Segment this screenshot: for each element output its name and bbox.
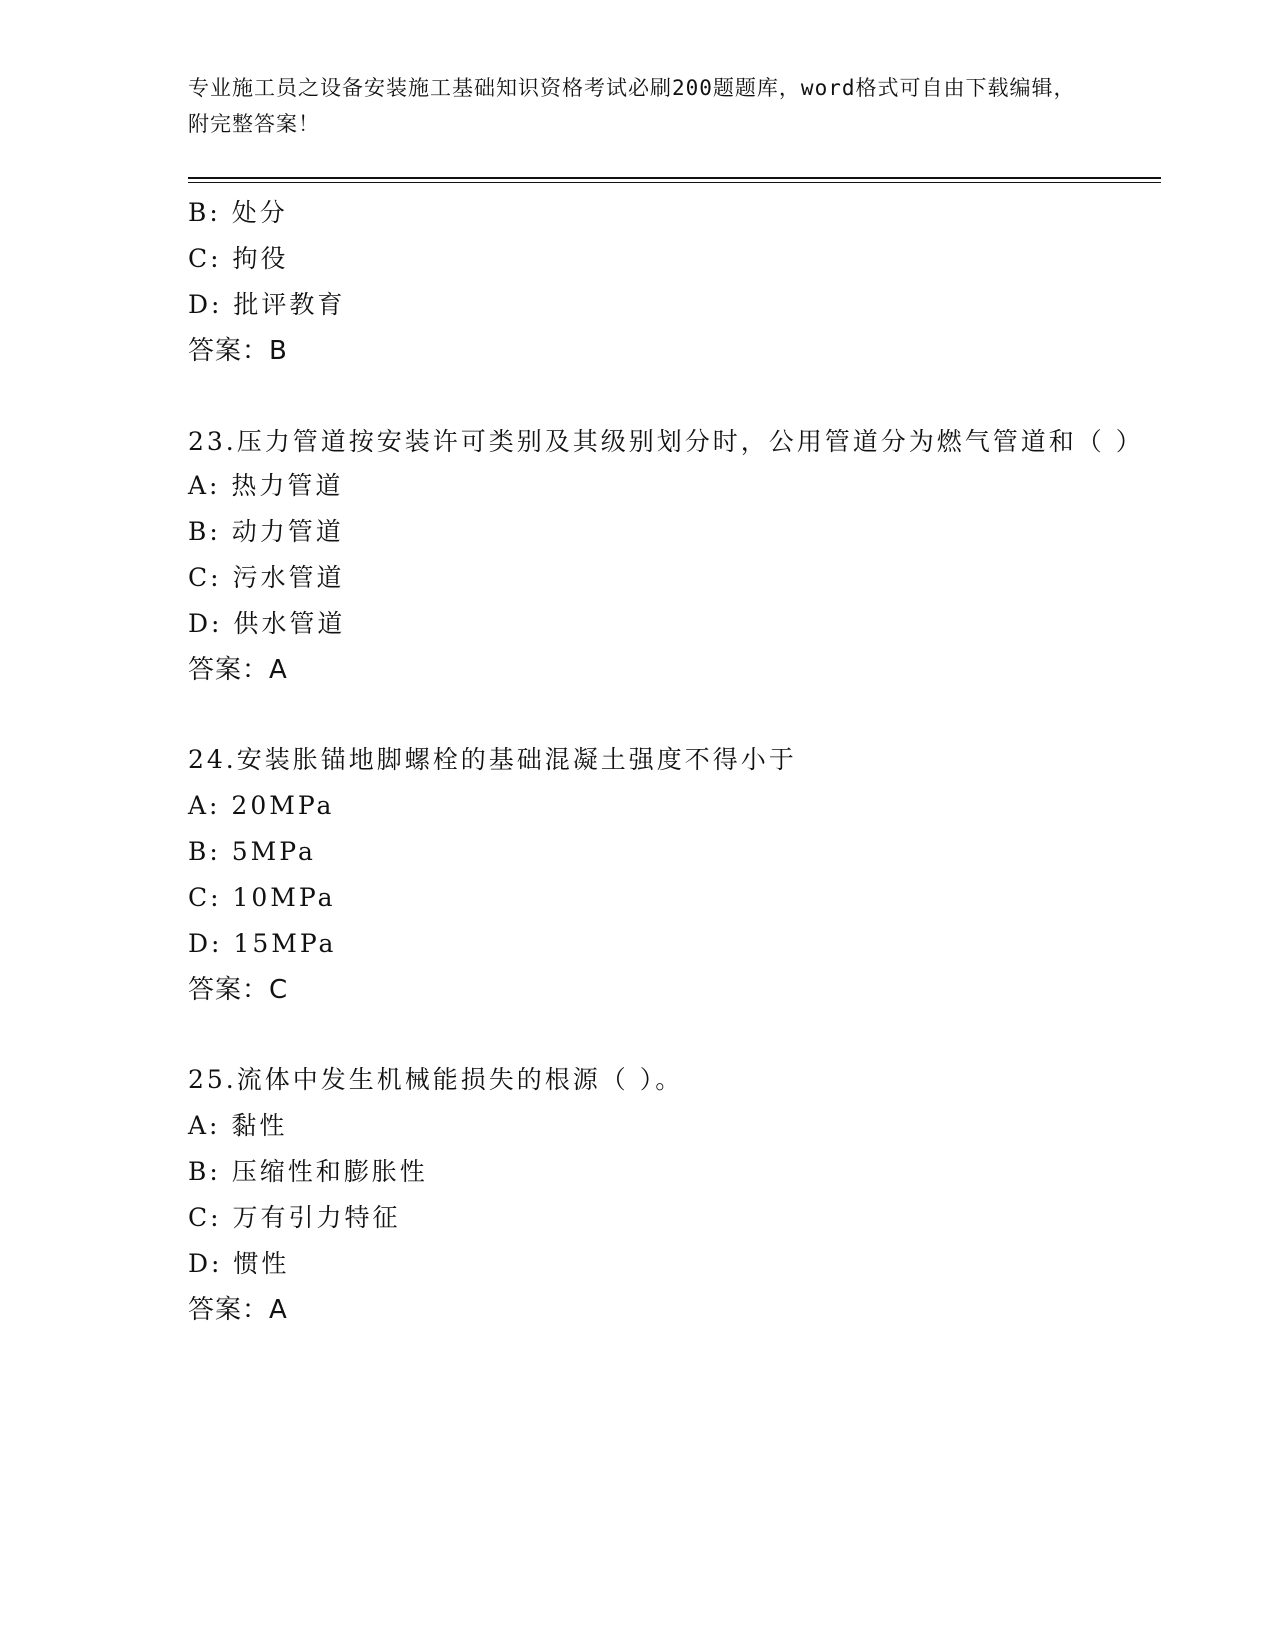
answer-line: 答案：A xyxy=(188,655,288,685)
answer-line: 答案：B xyxy=(188,336,288,366)
document-header: 专业施工员之设备安装施工基础知识资格考试必刷200题题库，word格式可自由下载编辑，附完整答案！ xyxy=(188,76,1076,136)
option-a: A: 热力管道 xyxy=(188,471,344,500)
option-b: B: 压缩性和膨胀性 xyxy=(188,1157,428,1186)
question-title: 25.流体中发生机械能损失的根源（ ）。 xyxy=(188,1065,684,1094)
option-c: C: 万有引力特征 xyxy=(188,1203,401,1232)
question-24 xyxy=(188,737,1138,1013)
answer-line: 答案：A xyxy=(188,1295,288,1325)
question-list xyxy=(188,190,1144,1333)
option-c: C: 10MPa xyxy=(188,883,336,912)
option-d: D: 惯性 xyxy=(188,1249,290,1278)
option-d: D: 供水管道 xyxy=(188,609,346,638)
header-divider-thin xyxy=(188,182,1161,183)
question-23 xyxy=(188,420,1144,693)
question-25 xyxy=(188,1057,1138,1333)
question-title: 23.压力管道按安装许可类别及其级别划分时，公用管道分为燃气管道和（ ） xyxy=(188,427,1144,456)
option-c: C: 拘役 xyxy=(188,244,289,273)
option-d: D: 批评教育 xyxy=(188,290,346,319)
option-d: D: 15MPa xyxy=(188,929,337,958)
option-b: B: 处分 xyxy=(188,198,288,227)
option-a: A: 黏性 xyxy=(188,1111,288,1140)
option-c: C: 污水管道 xyxy=(188,563,345,592)
question-continued xyxy=(188,190,1138,374)
question-title: 24.安装胀锚地脚螺栓的基础混凝土强度不得小于 xyxy=(188,745,797,774)
header-divider xyxy=(188,177,1161,179)
option-b: B: 5MPa xyxy=(188,837,316,866)
option-b: B: 动力管道 xyxy=(188,517,344,546)
option-a: A: 20MPa xyxy=(188,791,335,820)
answer-line: 答案：C xyxy=(188,975,289,1005)
